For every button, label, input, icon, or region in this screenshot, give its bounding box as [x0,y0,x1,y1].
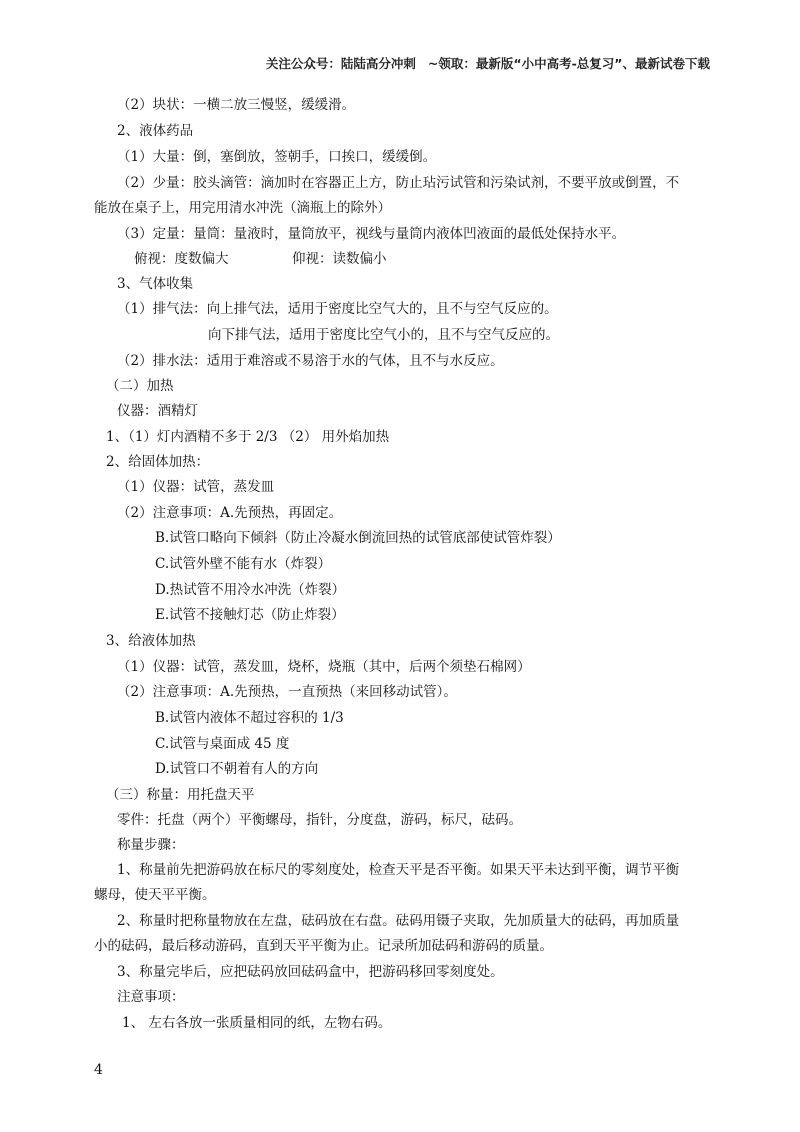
text-line: 称量步骤： [117,837,185,853]
text-line: 向下排气法，适用于密度比空气小的，且不与空气反应的。 [208,327,559,343]
text-line: 1、称量前先把游码放在标尺的零刻度处，检查天平是否平衡。如果天平未达到平衡，调节平衡 [117,862,680,878]
section-heading: 3、给液体加热 [106,633,196,649]
text-line: （1）排气法：向上排气法，适用于密度比空气大的，且不与空气反应的。 [117,301,558,317]
text-line: 俯视：度数偏大 [134,251,229,267]
text-line: （1）大量：倒，塞倒放，签朝手，口挨口，缓缓倒。 [117,149,437,165]
page-header [266,54,710,72]
page-number: 4 [94,1062,103,1078]
text-line: （1）仪器：试管，蒸发皿 [117,479,275,495]
text-line: 小的砝码，最后移动游码，直到天平平衡为止。记录所加砝码和游码的质量。 [94,938,553,954]
text-line: （2）注意事项：A.先预热，再固定。 [117,505,343,521]
text-line: 仰视：读数偏小 [292,251,387,267]
section-heading: 2、液体药品 [117,123,194,139]
text-line: 2、称量时把称量物放在左盘，砝码放在右盘。砝码用镊子夹取，先加质量大的砝码，再加质量 [117,913,680,929]
section-heading: 3、气体收集 [117,276,194,292]
section-heading: （二）加热 [106,378,174,394]
section-heading: （三）称量：用托盘天平 [106,787,255,803]
text-line: C.试管外壁不能有水（炸裂） [155,556,332,572]
text-line: 能放在桌子上，用完用清水冲洗（滴瓶上的除外） [94,200,391,216]
text-line: B.试管口略向下倾斜（防止冷凝水倒流回热的试管底部使试管炸裂） [155,530,561,546]
text-line: 注意事项： [117,989,185,1005]
text-line: （3）定量：量筒：量液时，量筒放平，视线与量筒内液体凹液面的最低处保持水平。 [117,226,626,242]
header-download-text: ~领取：最新版“小中高考-总复习”、最新试卷下载 [427,56,710,71]
text-line: 零件：托盘（两个）平衡螺母，指针，分度盘，游码，标尺，砝码。 [117,812,522,828]
text-line: （1）仪器：试管，蒸发皿，烧杯，烧瓶（其中，后两个须垫石棉网） [117,659,531,675]
text-line: 1、（1）灯内酒精不多于 2/3 （2） 用外焰加热 [106,429,390,445]
text-line: D.热试管不用冷水冲洗（炸裂） [155,582,346,598]
section-heading: 2、给固体加热： [106,454,210,470]
text-line: （2）少量：胶头滴管：滴加时在容器正上方，防止玷污试管和污染试剂，不要平放或倒置，不 [117,175,680,191]
text-line: 3、称量完毕后，应把砝码放回砝码盒中，把游码移回零刻度处。 [117,964,504,980]
text-line: （2）排水法：适用于难溶或不易溶于水的气体，且不与水反应。 [117,353,504,369]
text-line: 螺母，使天平平衡。 [94,887,216,903]
text-line: D.试管口不朝着有人的方向 [155,761,319,777]
text-line: （2）注意事项：A.先预热，一直预热（来回移动试管）。 [117,684,457,700]
header-account-text: 关注公众号：陆陆高分冲刺 [265,56,416,71]
text-line: C.试管与桌面成 45 度 [155,736,290,752]
text-line: 仪器：酒精灯 [117,403,198,419]
text-line: E.试管不接触灯芯（防止炸裂） [155,607,345,623]
text-line: 1、 左右各放一张质量相同的纸，左物右码。 [122,1015,392,1031]
text-line: B.试管内液体不超过容积的 1/3 [155,710,344,726]
text-line: （2）块状：一横二放三慢竖，缓缓滑。 [117,97,356,113]
